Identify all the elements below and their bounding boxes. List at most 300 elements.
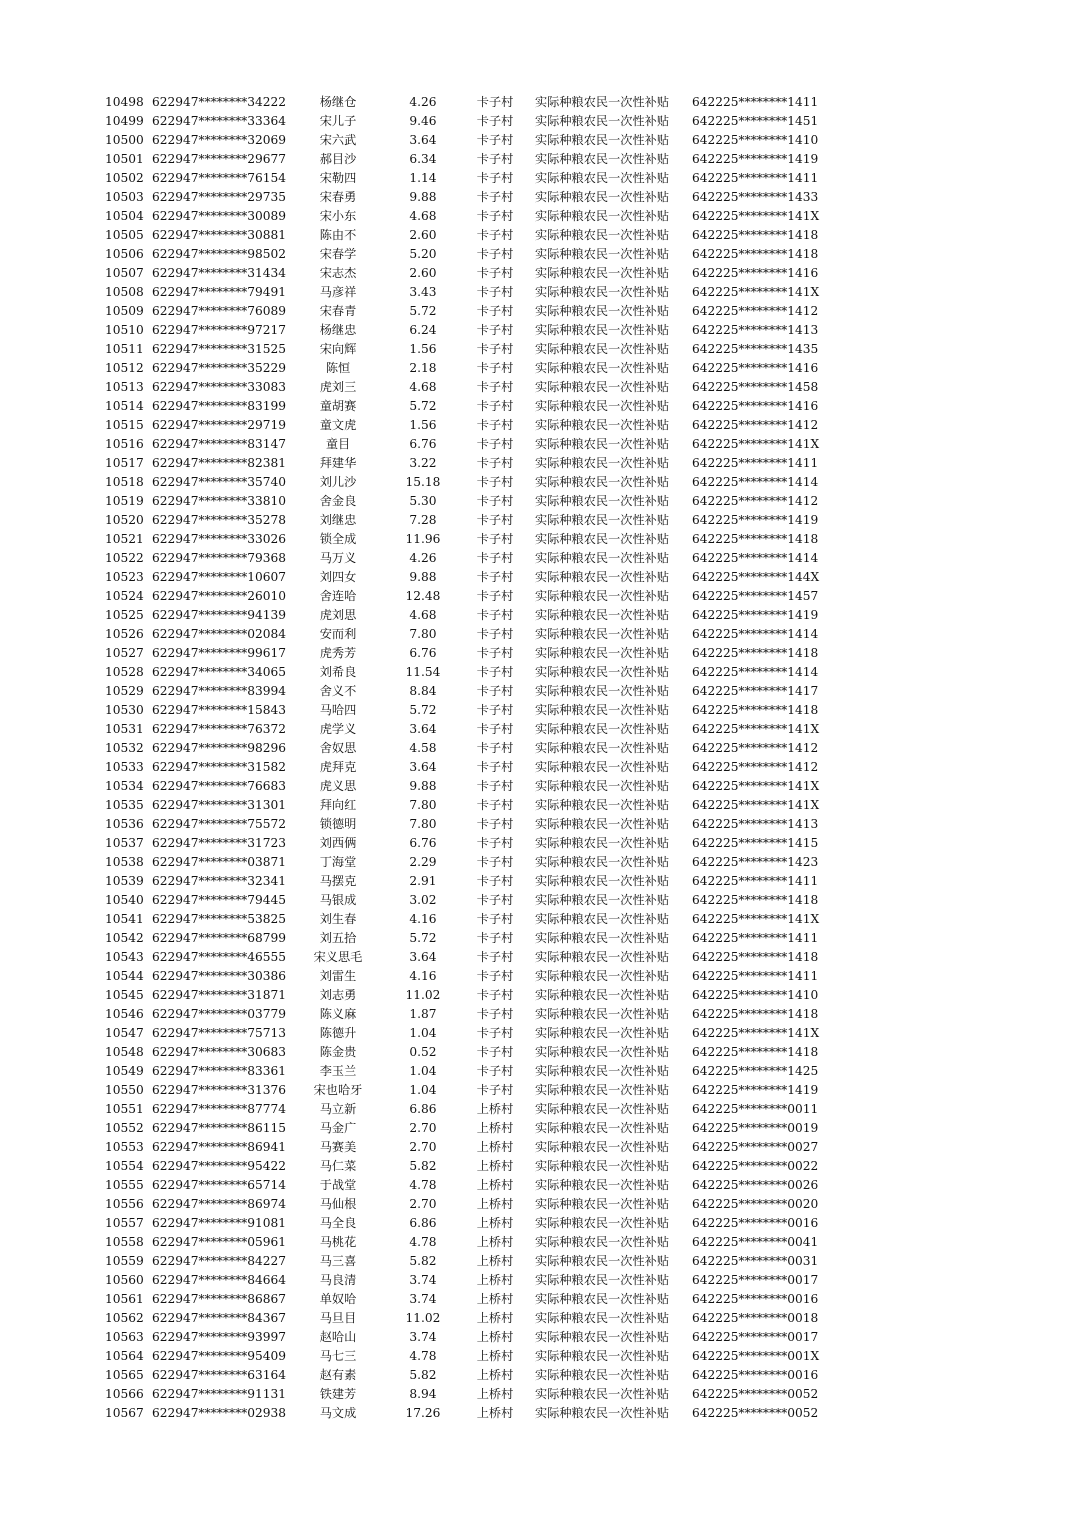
village-cell: 卡子村 (476, 627, 514, 641)
id-number-cell: 642225********141X (692, 209, 820, 223)
subsidy-type-cell: 实际种粮农民一次性补贴 (535, 589, 670, 603)
amount-cell: 5.82 (409, 1254, 437, 1268)
table-row (0, 1100, 1074, 1119)
account-number-cell: 622947********34065 (152, 665, 287, 679)
account-number-cell: 622947********02084 (152, 627, 287, 641)
amount-cell: 1.04 (409, 1064, 437, 1078)
subsidy-type-cell: 实际种粮农民一次性补贴 (535, 228, 670, 242)
id-number-cell: 642225********1410 (692, 133, 819, 147)
seq-number-cell: 10530 (105, 703, 144, 717)
village-cell: 卡子村 (476, 1045, 514, 1059)
village-cell: 上桥村 (476, 1140, 514, 1154)
seq-number-cell: 10516 (105, 437, 144, 451)
account-number-cell: 622947********82381 (152, 456, 287, 470)
id-number-cell: 642225********141X (692, 798, 820, 812)
account-number-cell: 622947********31723 (152, 836, 287, 850)
farmer-name-cell: 舍金良 (319, 494, 357, 508)
seq-number-cell: 10538 (105, 855, 144, 869)
table-row (0, 796, 1074, 815)
village-cell: 卡子村 (476, 532, 514, 546)
village-cell: 卡子村 (476, 437, 514, 451)
subsidy-type-cell: 实际种粮农民一次性补贴 (535, 912, 670, 926)
subsidy-type-cell: 实际种粮农民一次性补贴 (535, 684, 670, 698)
amount-cell: 6.86 (409, 1216, 437, 1230)
account-number-cell: 622947********75572 (152, 817, 287, 831)
id-number-cell: 642225********1411 (692, 171, 819, 185)
account-number-cell: 622947********83994 (152, 684, 287, 698)
account-number-cell: 622947********98502 (152, 247, 287, 261)
table-row (0, 663, 1074, 682)
farmer-name-cell: 马仁菜 (319, 1159, 357, 1173)
village-cell: 卡子村 (476, 209, 514, 223)
id-number-cell: 642225********0017 (692, 1273, 819, 1287)
amount-cell: 2.18 (409, 361, 437, 375)
subsidy-type-cell: 实际种粮农民一次性补贴 (535, 266, 670, 280)
farmer-name-cell: 虎义思 (319, 779, 357, 793)
subsidy-type-cell: 实际种粮农民一次性补贴 (535, 836, 670, 850)
account-number-cell: 622947********30386 (152, 969, 287, 983)
amount-cell: 9.88 (409, 570, 437, 584)
village-cell: 上桥村 (476, 1235, 514, 1249)
subsidy-type-cell: 实际种粮农民一次性补贴 (535, 399, 670, 413)
village-cell: 卡子村 (476, 380, 514, 394)
village-cell: 上桥村 (476, 1216, 514, 1230)
village-cell: 卡子村 (476, 152, 514, 166)
account-number-cell: 622947********68799 (152, 931, 287, 945)
village-cell: 卡子村 (476, 95, 514, 109)
seq-number-cell: 10508 (105, 285, 144, 299)
table-row (0, 1024, 1074, 1043)
amount-cell: 6.76 (409, 836, 437, 850)
amount-cell: 1.04 (409, 1026, 437, 1040)
amount-cell: 4.26 (409, 551, 437, 565)
village-cell: 卡子村 (476, 570, 514, 584)
amount-cell: 4.68 (409, 608, 437, 622)
village-cell: 卡子村 (476, 133, 514, 147)
seq-number-cell: 10556 (105, 1197, 144, 1211)
table-row (0, 986, 1074, 1005)
table-row (0, 1157, 1074, 1176)
farmer-name-cell: 陈金贵 (319, 1045, 357, 1059)
table-row (0, 1195, 1074, 1214)
seq-number-cell: 10506 (105, 247, 144, 261)
farmer-name-cell: 马赛美 (319, 1140, 357, 1154)
table-row (0, 1214, 1074, 1233)
amount-cell: 1.87 (409, 1007, 437, 1021)
seq-number-cell: 10546 (105, 1007, 144, 1021)
table-row (0, 1271, 1074, 1290)
amount-cell: 3.74 (409, 1330, 437, 1344)
seq-number-cell: 10507 (105, 266, 144, 280)
village-cell: 卡子村 (476, 703, 514, 717)
subsidy-type-cell: 实际种粮农民一次性补贴 (535, 380, 670, 394)
village-cell: 卡子村 (476, 893, 514, 907)
subsidy-type-cell: 实际种粮农民一次性补贴 (535, 418, 670, 432)
subsidy-type-cell: 实际种粮农民一次性补贴 (535, 1083, 670, 1097)
id-number-cell: 642225********1418 (692, 950, 819, 964)
amount-cell: 6.24 (409, 323, 437, 337)
seq-number-cell: 10553 (105, 1140, 144, 1154)
amount-cell: 4.68 (409, 209, 437, 223)
table-row (0, 321, 1074, 340)
id-number-cell: 642225********1416 (692, 361, 819, 375)
amount-cell: 11.02 (405, 1311, 441, 1325)
table-row (0, 435, 1074, 454)
amount-cell: 6.76 (409, 437, 437, 451)
village-cell: 卡子村 (476, 399, 514, 413)
farmer-name-cell: 宋勒四 (319, 171, 357, 185)
amount-cell: 1.14 (409, 171, 437, 185)
account-number-cell: 622947********84367 (152, 1311, 287, 1325)
subsidy-type-cell: 实际种粮农民一次性补贴 (535, 1045, 670, 1059)
seq-number-cell: 10565 (105, 1368, 144, 1382)
subsidy-type-cell: 实际种粮农民一次性补贴 (535, 1178, 670, 1192)
account-number-cell: 622947********86941 (152, 1140, 287, 1154)
seq-number-cell: 10562 (105, 1311, 144, 1325)
farmer-name-cell: 舍奴思 (319, 741, 357, 755)
id-number-cell: 642225********1418 (692, 1045, 819, 1059)
id-number-cell: 642225********1457 (692, 589, 819, 603)
id-number-cell: 642225********1416 (692, 399, 819, 413)
amount-cell: 3.74 (409, 1273, 437, 1287)
account-number-cell: 622947********93997 (152, 1330, 287, 1344)
id-number-cell: 642225********141X (692, 912, 820, 926)
table-row (0, 891, 1074, 910)
seq-number-cell: 10547 (105, 1026, 144, 1040)
farmer-name-cell: 马银成 (319, 893, 357, 907)
id-number-cell: 642225********001X (692, 1349, 820, 1363)
table-row (0, 720, 1074, 739)
id-number-cell: 642225********0018 (692, 1311, 819, 1325)
account-number-cell: 622947********79445 (152, 893, 287, 907)
id-number-cell: 642225********1435 (692, 342, 819, 356)
amount-cell: 3.64 (409, 722, 437, 736)
table-row (0, 207, 1074, 226)
seq-number-cell: 10559 (105, 1254, 144, 1268)
table-row (0, 226, 1074, 245)
village-cell: 卡子村 (476, 874, 514, 888)
seq-number-cell: 10554 (105, 1159, 144, 1173)
farmer-name-cell: 马万义 (319, 551, 357, 565)
amount-cell: 3.64 (409, 950, 437, 964)
farmer-name-cell: 马摆克 (319, 874, 357, 888)
seq-number-cell: 10534 (105, 779, 144, 793)
table-row (0, 1404, 1074, 1423)
village-cell: 卡子村 (476, 608, 514, 622)
seq-number-cell: 10551 (105, 1102, 144, 1116)
id-number-cell: 642225********1425 (692, 1064, 819, 1078)
village-cell: 上桥村 (476, 1254, 514, 1268)
village-cell: 卡子村 (476, 1007, 514, 1021)
table-row (0, 93, 1074, 112)
table-row (0, 1366, 1074, 1385)
subsidy-type-cell: 实际种粮农民一次性补贴 (535, 1292, 670, 1306)
account-number-cell: 622947********30089 (152, 209, 287, 223)
id-number-cell: 642225********1418 (692, 703, 819, 717)
id-number-cell: 642225********1412 (692, 760, 819, 774)
village-cell: 卡子村 (476, 760, 514, 774)
farmer-name-cell: 虎秀芳 (319, 646, 357, 660)
table-row (0, 910, 1074, 929)
amount-cell: 1.04 (409, 1083, 437, 1097)
table-row (0, 834, 1074, 853)
id-number-cell: 642225********1411 (692, 456, 819, 470)
id-number-cell: 642225********1418 (692, 646, 819, 660)
village-cell: 卡子村 (476, 1026, 514, 1040)
id-number-cell: 642225********1412 (692, 494, 819, 508)
seq-number-cell: 10524 (105, 589, 144, 603)
id-number-cell: 642225********141X (692, 437, 820, 451)
subsidy-type-cell: 实际种粮农民一次性补贴 (535, 114, 670, 128)
village-cell: 上桥村 (476, 1349, 514, 1363)
account-number-cell: 622947********94139 (152, 608, 287, 622)
farmer-name-cell: 赵有素 (319, 1368, 357, 1382)
amount-cell: 4.26 (409, 95, 437, 109)
subsidy-type-cell: 实际种粮农民一次性补贴 (535, 209, 670, 223)
village-cell: 卡子村 (476, 798, 514, 812)
id-number-cell: 642225********141X (692, 779, 820, 793)
village-cell: 卡子村 (476, 1064, 514, 1078)
table-row (0, 815, 1074, 834)
id-number-cell: 642225********1458 (692, 380, 819, 394)
village-cell: 卡子村 (476, 171, 514, 185)
village-cell: 卡子村 (476, 190, 514, 204)
subsidy-type-cell: 实际种粮农民一次性补贴 (535, 570, 670, 584)
subsidy-type-cell: 实际种粮农民一次性补贴 (535, 1102, 670, 1116)
farmer-name-cell: 宋小东 (319, 209, 357, 223)
farmer-name-cell: 拜建华 (319, 456, 357, 470)
seq-number-cell: 10555 (105, 1178, 144, 1192)
account-number-cell: 622947********83361 (152, 1064, 287, 1078)
village-cell: 卡子村 (476, 456, 514, 470)
amount-cell: 4.78 (409, 1235, 437, 1249)
account-number-cell: 622947********05961 (152, 1235, 287, 1249)
subsidy-type-cell: 实际种粮农民一次性补贴 (535, 1159, 670, 1173)
amount-cell: 7.80 (409, 798, 437, 812)
table-row (0, 739, 1074, 758)
table-row (0, 511, 1074, 530)
subsidy-type-cell: 实际种粮农民一次性补贴 (535, 152, 670, 166)
account-number-cell: 622947********86115 (152, 1121, 287, 1135)
village-cell: 卡子村 (476, 931, 514, 945)
table-row (0, 1233, 1074, 1252)
account-number-cell: 622947********87774 (152, 1102, 287, 1116)
subsidy-type-cell: 实际种粮农民一次性补贴 (535, 285, 670, 299)
farmer-name-cell: 宋儿子 (319, 114, 357, 128)
seq-number-cell: 10535 (105, 798, 144, 812)
farmer-name-cell: 陈由不 (319, 228, 357, 242)
account-number-cell: 622947********15843 (152, 703, 287, 717)
village-cell: 卡子村 (476, 247, 514, 261)
amount-cell: 9.46 (409, 114, 437, 128)
table-row (0, 530, 1074, 549)
farmer-name-cell: 虎刘三 (319, 380, 357, 394)
amount-cell: 3.74 (409, 1292, 437, 1306)
amount-cell: 5.20 (409, 247, 437, 261)
account-number-cell: 622947********31525 (152, 342, 287, 356)
seq-number-cell: 10500 (105, 133, 144, 147)
amount-cell: 2.70 (409, 1140, 437, 1154)
subsidy-type-cell: 实际种粮农民一次性补贴 (535, 665, 670, 679)
amount-cell: 5.72 (409, 304, 437, 318)
table-row (0, 1119, 1074, 1138)
seq-number-cell: 10544 (105, 969, 144, 983)
amount-cell: 3.64 (409, 760, 437, 774)
subsidy-type-cell: 实际种粮农民一次性补贴 (535, 437, 670, 451)
seq-number-cell: 10509 (105, 304, 144, 318)
seq-number-cell: 10567 (105, 1406, 144, 1420)
farmer-name-cell: 李玉兰 (319, 1064, 357, 1078)
farmer-name-cell: 刘生春 (319, 912, 357, 926)
village-cell: 卡子村 (476, 817, 514, 831)
id-number-cell: 642225********0016 (692, 1368, 819, 1382)
farmer-name-cell: 马彦祥 (319, 285, 357, 299)
subsidy-type-cell: 实际种粮农民一次性补贴 (535, 1064, 670, 1078)
id-number-cell: 642225********1413 (692, 323, 819, 337)
account-number-cell: 622947********63164 (152, 1368, 287, 1382)
amount-cell: 3.64 (409, 133, 437, 147)
amount-cell: 9.88 (409, 779, 437, 793)
account-number-cell: 622947********30683 (152, 1045, 287, 1059)
farmer-name-cell: 宋也哈牙 (313, 1083, 363, 1097)
farmer-name-cell: 杨继忠 (319, 323, 357, 337)
account-number-cell: 622947********03871 (152, 855, 287, 869)
amount-cell: 3.43 (409, 285, 437, 299)
seq-number-cell: 10529 (105, 684, 144, 698)
account-number-cell: 622947********29677 (152, 152, 287, 166)
id-number-cell: 642225********1414 (692, 665, 819, 679)
account-number-cell: 622947********75713 (152, 1026, 287, 1040)
subsidy-type-cell: 实际种粮农民一次性补贴 (535, 304, 670, 318)
account-number-cell: 622947********65714 (152, 1178, 287, 1192)
table-row (0, 872, 1074, 891)
amount-cell: 2.60 (409, 266, 437, 280)
account-number-cell: 622947********76372 (152, 722, 287, 736)
account-number-cell: 622947********79491 (152, 285, 287, 299)
village-cell: 上桥村 (476, 1311, 514, 1325)
village-cell: 卡子村 (476, 988, 514, 1002)
account-number-cell: 622947********76683 (152, 779, 287, 793)
seq-number-cell: 10526 (105, 627, 144, 641)
subsidy-type-cell: 实际种粮农民一次性补贴 (535, 608, 670, 622)
farmer-name-cell: 马七三 (319, 1349, 357, 1363)
account-number-cell: 622947********35278 (152, 513, 287, 527)
account-number-cell: 622947********03779 (152, 1007, 287, 1021)
account-number-cell: 622947********33026 (152, 532, 287, 546)
account-number-cell: 622947********95422 (152, 1159, 287, 1173)
farmer-name-cell: 单奴哈 (319, 1292, 357, 1306)
seq-number-cell: 10549 (105, 1064, 144, 1078)
amount-cell: 2.29 (409, 855, 437, 869)
account-number-cell: 622947********31376 (152, 1083, 287, 1097)
subsidy-type-cell: 实际种粮农民一次性补贴 (535, 1273, 670, 1287)
village-cell: 上桥村 (476, 1197, 514, 1211)
id-number-cell: 642225********1411 (692, 95, 819, 109)
id-number-cell: 642225********1418 (692, 532, 819, 546)
amount-cell: 8.84 (409, 684, 437, 698)
amount-cell: 2.91 (409, 874, 437, 888)
id-number-cell: 642225********0027 (692, 1140, 819, 1154)
amount-cell: 4.16 (409, 969, 437, 983)
village-cell: 卡子村 (476, 665, 514, 679)
account-number-cell: 622947********31434 (152, 266, 287, 280)
id-number-cell: 642225********0019 (692, 1121, 819, 1135)
village-cell: 卡子村 (476, 912, 514, 926)
subsidy-type-cell: 实际种粮农民一次性补贴 (535, 988, 670, 1002)
amount-cell: 6.86 (409, 1102, 437, 1116)
subsidy-type-cell: 实际种粮农民一次性补贴 (535, 532, 670, 546)
village-cell: 卡子村 (476, 779, 514, 793)
subsidy-type-cell: 实际种粮农民一次性补贴 (535, 1026, 670, 1040)
farmer-name-cell: 杨继仓 (319, 95, 357, 109)
subsidy-type-cell: 实际种粮农民一次性补贴 (535, 741, 670, 755)
table-row (0, 1005, 1074, 1024)
amount-cell: 3.02 (409, 893, 437, 907)
village-cell: 上桥村 (476, 1273, 514, 1287)
farmer-name-cell: 宋春青 (319, 304, 357, 318)
table-row (0, 1328, 1074, 1347)
amount-cell: 5.30 (409, 494, 437, 508)
id-number-cell: 642225********1412 (692, 304, 819, 318)
seq-number-cell: 10522 (105, 551, 144, 565)
village-cell: 卡子村 (476, 969, 514, 983)
account-number-cell: 622947********10607 (152, 570, 287, 584)
amount-cell: 5.72 (409, 399, 437, 413)
seq-number-cell: 10518 (105, 475, 144, 489)
farmer-name-cell: 拜向红 (319, 798, 357, 812)
account-number-cell: 622947********76154 (152, 171, 287, 185)
farmer-name-cell: 舍义不 (319, 684, 357, 698)
table-row (0, 549, 1074, 568)
subsidy-type-cell: 实际种粮农民一次性补贴 (535, 456, 670, 470)
table-row (0, 264, 1074, 283)
table-row (0, 948, 1074, 967)
table-row (0, 682, 1074, 701)
farmer-name-cell: 安而利 (319, 627, 357, 641)
seq-number-cell: 10548 (105, 1045, 144, 1059)
id-number-cell: 642225********1416 (692, 266, 819, 280)
village-cell: 卡子村 (476, 266, 514, 280)
seq-number-cell: 10510 (105, 323, 144, 337)
farmer-name-cell: 马金广 (319, 1121, 357, 1135)
table-row (0, 112, 1074, 131)
table-row (0, 853, 1074, 872)
table-row (0, 967, 1074, 986)
id-number-cell: 642225********1417 (692, 684, 819, 698)
village-cell: 卡子村 (476, 304, 514, 318)
farmer-name-cell: 马哈四 (319, 703, 357, 717)
seq-number-cell: 10511 (105, 342, 144, 356)
subsidy-table (0, 93, 1074, 1423)
id-number-cell: 642225********141X (692, 722, 820, 736)
village-cell: 上桥村 (476, 1292, 514, 1306)
subsidy-type-cell: 实际种粮农民一次性补贴 (535, 722, 670, 736)
table-row (0, 1138, 1074, 1157)
subsidy-type-cell: 实际种粮农民一次性补贴 (535, 133, 670, 147)
account-number-cell: 622947********46555 (152, 950, 287, 964)
id-number-cell: 642225********1423 (692, 855, 819, 869)
subsidy-type-cell: 实际种粮农民一次性补贴 (535, 1216, 670, 1230)
table-row (0, 302, 1074, 321)
amount-cell: 0.52 (409, 1045, 437, 1059)
account-number-cell: 622947********32069 (152, 133, 287, 147)
table-row (0, 131, 1074, 150)
farmer-name-cell: 虎学义 (319, 722, 357, 736)
farmer-name-cell: 刘儿沙 (319, 475, 357, 489)
village-cell: 卡子村 (476, 475, 514, 489)
subsidy-type-cell: 实际种粮农民一次性补贴 (535, 1311, 670, 1325)
seq-number-cell: 10539 (105, 874, 144, 888)
